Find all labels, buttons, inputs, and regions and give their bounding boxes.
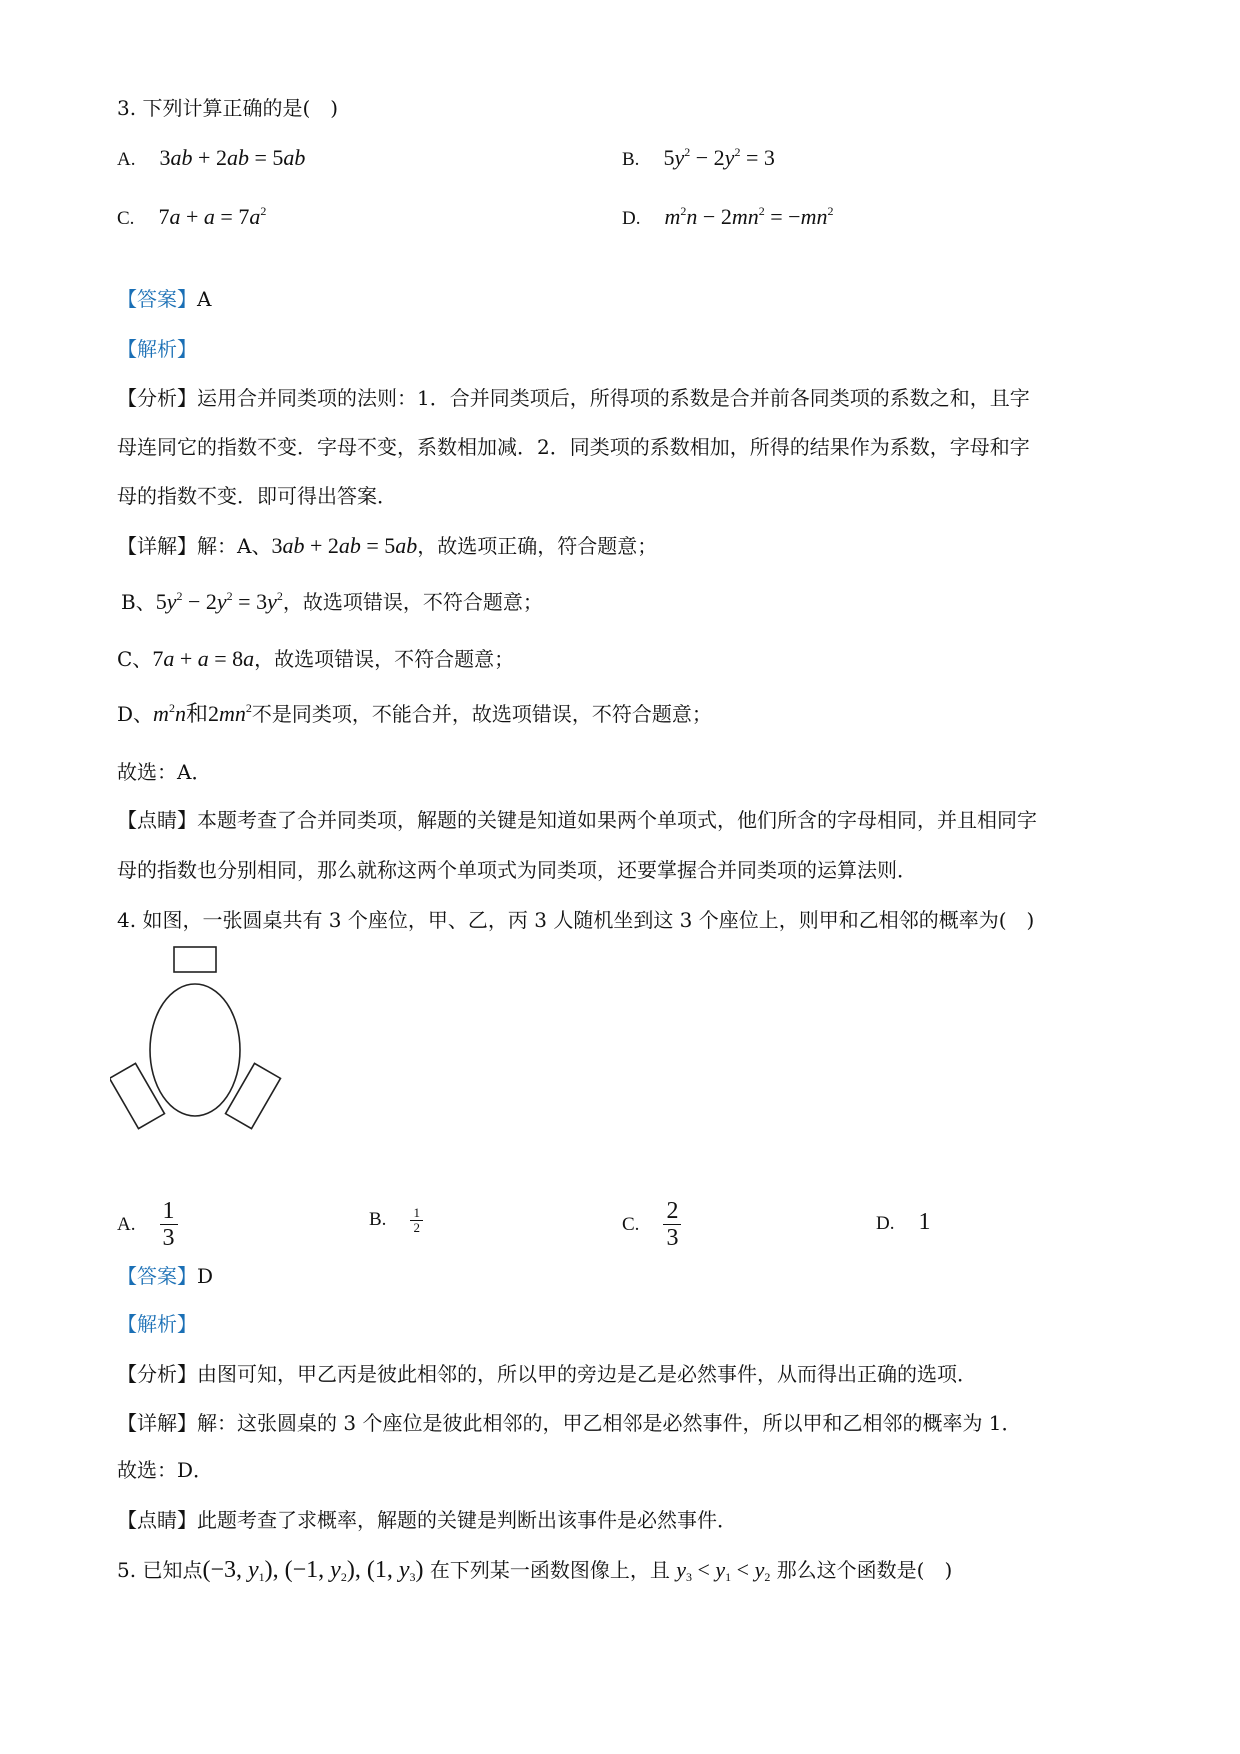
table-ellipse <box>150 984 240 1116</box>
q3-option-b-expr: $5y^2 - 2y^2 = 3$ <box>663 145 775 170</box>
q3-comment-line1: 【点睛】本题考查了合并同类项，解题的关键是知道如果两个单项式，他们所含的字母相同，并且相同字 <box>117 808 1037 832</box>
q3-analysis-tag: 【解析】 <box>117 337 197 361</box>
q4-option-b[interactable]: B. $\frac{1}{2}$ <box>369 1205 423 1235</box>
q4-analysis-tag: 【解析】 <box>117 1312 197 1336</box>
q4-fenxi: 【分析】由图可知，甲乙丙是彼此相邻的，所以甲的旁边是乙是必然事件，从而得出正确的选项． <box>117 1362 977 1386</box>
seat-top <box>174 947 216 972</box>
q4-option-c-fraction: $\frac{2}{3}$ <box>663 1198 681 1251</box>
q3-fenxi-line2: 母连同它的指数不变．字母不变，系数相加减．2．同类项的系数相加，所得的结果作为系数，字母和字 <box>117 435 1030 459</box>
q3-option-d[interactable]: D. $m^2n - 2mn^2 = -mn^2$ <box>622 204 834 229</box>
q5-stem: 5. 已知点(−3, $y_1$), (−1, $y_2$), (1, $y_3$) 在下列某一函数图像上，且 $y_3 < y_1 < y_2$ 那么这个函数是( ) <box>117 1557 953 1584</box>
q3-option-b[interactable]: B. $5y^2 - 2y^2 = 3$ <box>622 145 775 170</box>
q3-option-c-expr: $7a + a = 7a^2$ <box>158 204 267 229</box>
seat-left <box>110 1063 164 1128</box>
q4-option-c[interactable]: C. $\frac{2}{3}$ <box>622 1198 681 1251</box>
q3-comment-line2: 母的指数也分别相同，那么就称这两个单项式为同类项，还要掌握合并同类项的运算法则． <box>117 858 917 882</box>
q4-answer: 【答案】D <box>117 1264 214 1288</box>
q3-answer: 【答案】A <box>117 287 212 311</box>
q4-option-d[interactable]: D. 1 <box>876 1209 931 1235</box>
q4-option-b-fraction: $\frac{1}{2}$ <box>410 1206 423 1235</box>
q4-stem: 4. 如图，一张圆桌共有 3 个座位，甲、乙，丙 3 人随机坐到这 3 个座位上，则甲和乙相邻的概率为( ) <box>117 908 1035 932</box>
round-table-figure <box>110 945 290 1149</box>
q4-comment: 【点睛】此题考查了求概率，解题的关键是判断出该事件是必然事件． <box>117 1508 737 1532</box>
q3-detail-c: C、7a + a = 8a，故选项错误，不符合题意； <box>117 646 515 671</box>
q3-fenxi-line1: 【分析】运用合并同类项的法则：1．合并同类项后，所得项的系数是合并前各同类项的系数之和，且字 <box>117 386 1030 410</box>
q3-option-a-expr: 3ab + 2ab = 5ab <box>159 145 306 170</box>
q3-detail-a: 【详解】解：A、3ab + 2ab = 5ab，故选项正确，符合题意； <box>117 533 658 558</box>
q4-choose: 故选：D． <box>117 1458 214 1482</box>
q3-stem: 3. 下列计算正确的是( ) <box>117 96 339 120</box>
q3-detail-b: B、$5y^2 - 2y^2 = 3y^2$，故选项错误，不符合题意； <box>121 589 543 614</box>
q5-points: (−3, $y_1$), (−1, $y_2$), (1, $y_3$) <box>202 1557 424 1584</box>
seat-right <box>226 1063 281 1128</box>
round-table-diagram <box>110 945 290 1145</box>
q4-option-a-fraction: $\frac{1}{3}$ <box>160 1198 178 1251</box>
q3-choose: 故选：A． <box>117 760 212 784</box>
q3-option-c[interactable]: C. $7a + a = 7a^2$ <box>117 204 267 229</box>
q3-detail-d: D、$m^2n$和$2mn^2$不是同类项，不能合并，故选项错误，不符合题意； <box>117 701 712 726</box>
q4-detail: 【详解】解：这张圆桌的 3 个座位是彼此相邻的，甲乙相邻是必然事件，所以甲和乙相邻的概率为 1． <box>117 1411 1022 1435</box>
q3-fenxi-line3: 母的指数不变．即可得出答案． <box>117 484 397 508</box>
q4-option-a[interactable]: A. $\frac{1}{3}$ <box>117 1198 178 1251</box>
q3-option-a[interactable]: A. 3ab + 2ab = 5ab <box>117 145 306 170</box>
q5-inequality: $y_3 < y_1 < y_2$ <box>676 1557 771 1584</box>
q3-option-d-expr: $m^2n - 2mn^2 = -mn^2$ <box>664 204 834 229</box>
